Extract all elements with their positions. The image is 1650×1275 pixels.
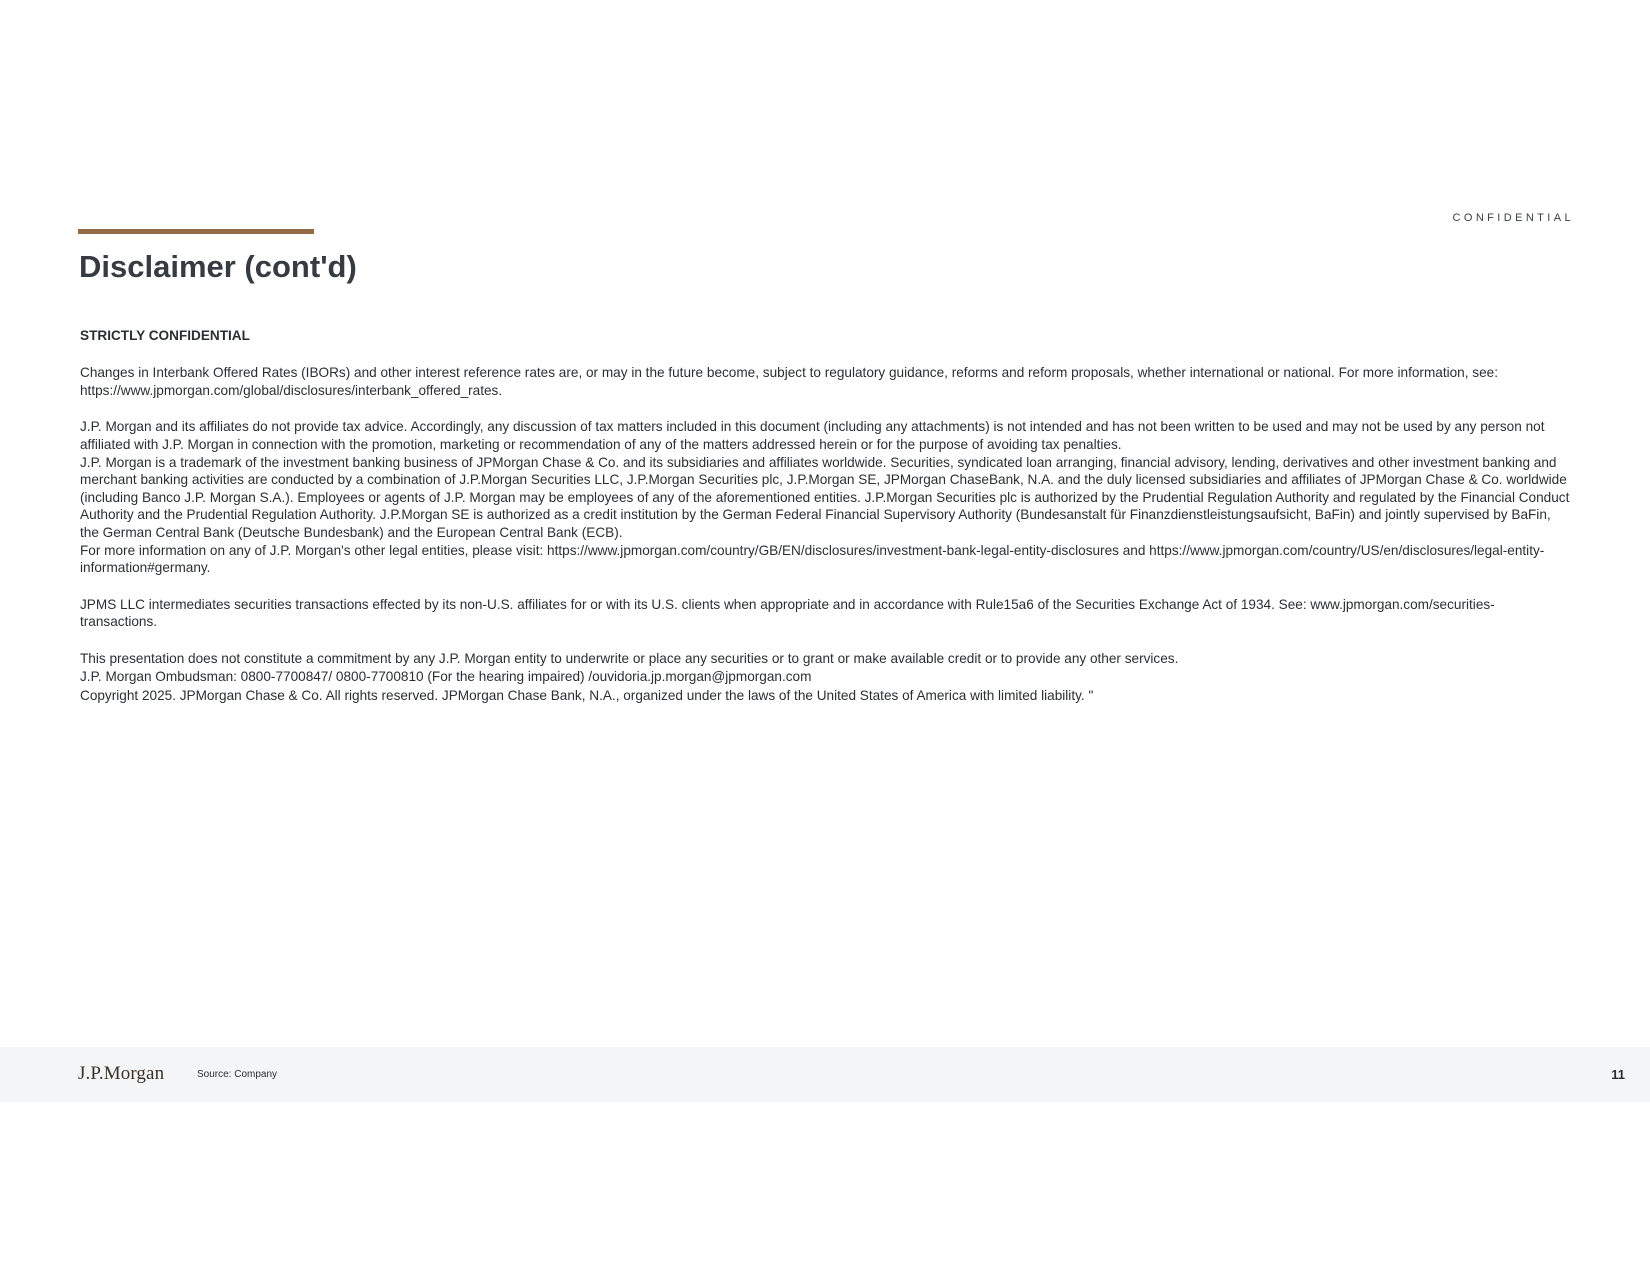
strictly-confidential-heading: STRICTLY CONFIDENTIAL xyxy=(80,328,250,343)
ibor-paragraph: Changes in Interbank Offered Rates (IBORs) and other interest reference rates are, or may in the future become, subject to regulatory guidance, reforms and reform proposals, whether international or national. For more information, see: https://www.jpmorgan.com/global/disclosures/interbank_offered_rates. xyxy=(80,365,1498,398)
trademark-paragraph: J.P. Morgan is a trademark of the investment banking business of JPMorgan Chase & Co. and its subsidiaries and affiliates worldwide. Securities, syndicated loan arranging, financial advisory, lending, derivatives and other investment banking and merchant banking activities are conducted by a combination of J.P.Morgan Securities LLC, J.P.Morgan Securities plc, J.P.Morgan SE, JPMorgan ChaseBank, N.A. and the duly licensed subsidiaries and affiliates of JPMorgan Chase & Co. worldwide (including Banco J.P. Morgan S.A.). Employees or agents of J.P. Morgan may be employees of any of the aforementioned entities. J.P.Morgan Securities plc is authorized by the Prudential Regulation Authority and regulated by the Financial Conduct Authority and the Prudential Regulation Authority. J.P.Morgan SE is authorized as a credit institution by the German Federal Financial Supervisory Authority (Bundesanstalt für Finanzdienstleistungsaufsicht, BaFin) and jointly supervised by BaFin, the German Central Bank (Deutsche Bundesbank) and the European Central Bank (ECB). xyxy=(80,455,1570,540)
ombudsman-paragraph: J.P. Morgan Ombudsman: 0800-7700847/ 0800-7700810 (For the hearing impaired) /ouvidoria.jp.morgan@jpmorgan.com xyxy=(80,669,812,685)
legal-entities-paragraph: For more information on any of J.P. Morgan's other legal entities, please visit: https://www.jpmorgan.com/country/GB/EN/disclosures/investment-bank-legal-entity-disclosures and https://www.jpmorgan.com/country/US/en/disclosures/legal-entity-information#germany. xyxy=(80,543,1545,576)
title-accent-bar xyxy=(78,229,314,234)
tax-advice-paragraph: J.P. Morgan and its affiliates do not provide tax advice. Accordingly, any discussion of tax matters included in this document (including any attachments) is not intended and has not been written to be used and may not be used by any person not affiliated with J.P. Morgan in connection with the promotion, marketing or recommendation of any of the matters addressed herein or for the purpose of avoiding tax penalties. xyxy=(80,419,1545,452)
confidential-label: CONFIDENTIAL xyxy=(1452,212,1574,224)
jpmorgan-logo: J.P.Morgan xyxy=(78,1063,165,1084)
source-note: Source: Company xyxy=(197,1069,278,1080)
footer xyxy=(0,1047,1650,1102)
no-commitment-paragraph: This presentation does not constitute a commitment by any J.P. Morgan entity to underwrite or place any securities or to grant or make available credit or to provide any other services. xyxy=(80,650,1179,666)
disclaimer-body xyxy=(80,327,1570,704)
page-number: 11 xyxy=(1611,1067,1625,1082)
page-title: Disclaimer (cont'd) xyxy=(79,249,357,284)
jpms-paragraph: JPMS LLC intermediates securities transactions effected by its non-U.S. affiliates for or with its U.S. clients when appropriate and in accordance with Rule15a6 of the Securities Exchange Act of 1934. See: www.jpmorgan.com/securities-transactions. xyxy=(80,596,1495,630)
copyright-paragraph: Copyright 2025. JPMorgan Chase & Co. All rights reserved. JPMorgan Chase Bank, N.A., organized under the laws of the United States of America with limited liability. " xyxy=(80,687,1094,703)
